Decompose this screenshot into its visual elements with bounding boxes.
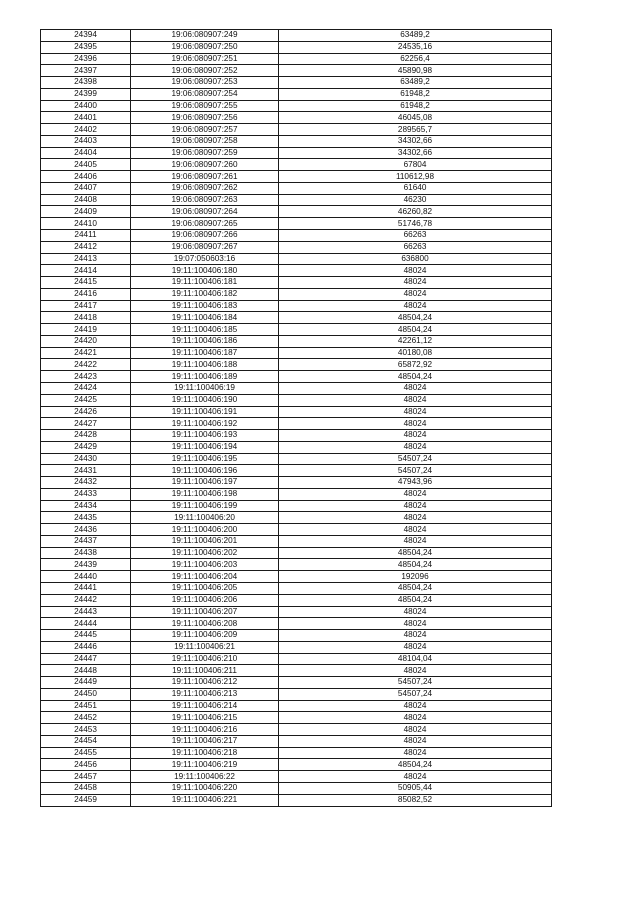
value-cell: 48024 [279, 406, 552, 418]
table-row [41, 371, 552, 383]
row-number-cell: 24420 [41, 335, 131, 347]
cadastral-number-cell: 19:11:100406:187 [131, 347, 279, 359]
cadastral-number-cell: 19:11:100406:203 [131, 559, 279, 571]
value-cell: 46260,82 [279, 206, 552, 218]
table-row [41, 712, 552, 724]
row-number-cell: 24421 [41, 347, 131, 359]
table-row [41, 206, 552, 218]
cadastral-number-cell: 19:11:100406:194 [131, 441, 279, 453]
table-row [41, 488, 552, 500]
row-number-cell: 24436 [41, 524, 131, 536]
table-row [41, 653, 552, 665]
cadastral-number-cell: 19:11:100406:200 [131, 524, 279, 536]
row-number-cell: 24422 [41, 359, 131, 371]
value-cell: 48024 [279, 382, 552, 394]
value-cell: 48504,24 [279, 547, 552, 559]
table-row [41, 53, 552, 65]
value-cell: 46045,08 [279, 112, 552, 124]
row-number-cell: 24457 [41, 771, 131, 783]
value-cell: 51746,78 [279, 218, 552, 230]
cadastral-number-cell: 19:11:100406:195 [131, 453, 279, 465]
row-number-cell: 24416 [41, 288, 131, 300]
table-row [41, 794, 552, 806]
cadastral-number-cell: 19:06:080907:259 [131, 147, 279, 159]
value-cell: 48024 [279, 747, 552, 759]
row-number-cell: 24400 [41, 100, 131, 112]
table-row [41, 559, 552, 571]
value-cell: 61640 [279, 182, 552, 194]
row-number-cell: 24434 [41, 500, 131, 512]
row-number-cell: 24444 [41, 618, 131, 630]
row-number-cell: 24423 [41, 371, 131, 383]
value-cell: 50905,44 [279, 783, 552, 795]
cadastral-number-cell: 19:11:100406:183 [131, 300, 279, 312]
value-cell: 48024 [279, 441, 552, 453]
table-row [41, 335, 552, 347]
value-cell: 192096 [279, 571, 552, 583]
cadastral-number-cell: 19:11:100406:199 [131, 500, 279, 512]
table-row [41, 382, 552, 394]
row-number-cell: 24424 [41, 382, 131, 394]
table-row [41, 41, 552, 53]
value-cell: 48024 [279, 394, 552, 406]
value-cell: 48024 [279, 735, 552, 747]
table-row [41, 783, 552, 795]
row-number-cell: 24454 [41, 735, 131, 747]
row-number-cell: 24430 [41, 453, 131, 465]
cadastral-number-cell: 19:11:100406:181 [131, 277, 279, 289]
table-row [41, 418, 552, 430]
table-row [41, 441, 552, 453]
value-cell: 47943,96 [279, 477, 552, 489]
cadastral-number-cell: 19:11:100406:217 [131, 735, 279, 747]
cadastral-number-cell: 19:06:080907:257 [131, 124, 279, 136]
value-cell: 48504,24 [279, 312, 552, 324]
row-number-cell: 24411 [41, 230, 131, 242]
value-cell: 48504,24 [279, 371, 552, 383]
value-cell: 61948,2 [279, 100, 552, 112]
cadastral-number-cell: 19:11:100406:210 [131, 653, 279, 665]
cadastral-number-cell: 19:06:080907:266 [131, 230, 279, 242]
row-number-cell: 24432 [41, 477, 131, 489]
value-cell: 48024 [279, 724, 552, 736]
value-cell: 48024 [279, 700, 552, 712]
row-number-cell: 24445 [41, 630, 131, 642]
value-cell: 67804 [279, 159, 552, 171]
cadastral-number-cell: 19:07:050603:16 [131, 253, 279, 265]
table-row [41, 230, 552, 242]
value-cell: 48024 [279, 265, 552, 277]
value-cell: 48024 [279, 606, 552, 618]
table-row [41, 194, 552, 206]
cadastral-value-table [40, 29, 552, 807]
row-number-cell: 24437 [41, 535, 131, 547]
value-cell: 289565,7 [279, 124, 552, 136]
cadastral-number-cell: 19:11:100406:204 [131, 571, 279, 583]
table-row [41, 300, 552, 312]
cadastral-number-cell: 19:11:100406:193 [131, 430, 279, 442]
value-cell: 42261,12 [279, 335, 552, 347]
table-row [41, 571, 552, 583]
value-cell: 54507,24 [279, 453, 552, 465]
cadastral-number-cell: 19:11:100406:189 [131, 371, 279, 383]
cadastral-number-cell: 19:11:100406:218 [131, 747, 279, 759]
cadastral-number-cell: 19:06:080907:264 [131, 206, 279, 218]
value-cell: 66263 [279, 230, 552, 242]
value-cell: 34302,66 [279, 135, 552, 147]
table-row [41, 124, 552, 136]
row-number-cell: 24408 [41, 194, 131, 206]
cadastral-number-cell: 19:06:080907:256 [131, 112, 279, 124]
value-cell: 40180,08 [279, 347, 552, 359]
cadastral-number-cell: 19:06:080907:249 [131, 30, 279, 42]
row-number-cell: 24455 [41, 747, 131, 759]
table-row [41, 500, 552, 512]
cadastral-number-cell: 19:06:080907:267 [131, 241, 279, 253]
row-number-cell: 24396 [41, 53, 131, 65]
row-number-cell: 24399 [41, 88, 131, 100]
table-row [41, 700, 552, 712]
row-number-cell: 24446 [41, 641, 131, 653]
cadastral-number-cell: 19:11:100406:190 [131, 394, 279, 406]
value-cell: 24535,16 [279, 41, 552, 53]
value-cell: 48024 [279, 488, 552, 500]
cadastral-number-cell: 19:11:100406:186 [131, 335, 279, 347]
row-number-cell: 24431 [41, 465, 131, 477]
value-cell: 54507,24 [279, 465, 552, 477]
value-cell: 48504,24 [279, 324, 552, 336]
table-row [41, 547, 552, 559]
cadastral-number-cell: 19:11:100406:205 [131, 582, 279, 594]
value-cell: 46230 [279, 194, 552, 206]
row-number-cell: 24395 [41, 41, 131, 53]
value-cell: 61948,2 [279, 88, 552, 100]
cadastral-number-cell: 19:11:100406:20 [131, 512, 279, 524]
value-cell: 65872,92 [279, 359, 552, 371]
row-number-cell: 24459 [41, 794, 131, 806]
value-cell: 62256,4 [279, 53, 552, 65]
value-cell: 48024 [279, 500, 552, 512]
table-row [41, 218, 552, 230]
row-number-cell: 24414 [41, 265, 131, 277]
row-number-cell: 24410 [41, 218, 131, 230]
row-number-cell: 24426 [41, 406, 131, 418]
cadastral-number-cell: 19:11:100406:206 [131, 594, 279, 606]
value-cell: 66263 [279, 241, 552, 253]
table-row [41, 406, 552, 418]
cadastral-number-cell: 19:06:080907:254 [131, 88, 279, 100]
cadastral-number-cell: 19:06:080907:252 [131, 65, 279, 77]
table-row [41, 641, 552, 653]
table-row [41, 618, 552, 630]
value-cell: 85082,52 [279, 794, 552, 806]
table-row [41, 347, 552, 359]
value-cell: 110612,98 [279, 171, 552, 183]
value-cell: 45890,98 [279, 65, 552, 77]
row-number-cell: 24429 [41, 441, 131, 453]
cadastral-number-cell: 19:11:100406:208 [131, 618, 279, 630]
table-row [41, 159, 552, 171]
cadastral-number-cell: 19:11:100406:192 [131, 418, 279, 430]
row-number-cell: 24452 [41, 712, 131, 724]
row-number-cell: 24435 [41, 512, 131, 524]
cadastral-number-cell: 19:11:100406:219 [131, 759, 279, 771]
table-row [41, 594, 552, 606]
cadastral-number-cell: 19:11:100406:213 [131, 688, 279, 700]
row-number-cell: 24456 [41, 759, 131, 771]
row-number-cell: 24413 [41, 253, 131, 265]
cadastral-number-cell: 19:11:100406:201 [131, 535, 279, 547]
cadastral-number-cell: 19:11:100406:191 [131, 406, 279, 418]
value-cell: 48024 [279, 512, 552, 524]
cadastral-number-cell: 19:06:080907:260 [131, 159, 279, 171]
row-number-cell: 24433 [41, 488, 131, 500]
cadastral-number-cell: 19:11:100406:182 [131, 288, 279, 300]
table-row [41, 77, 552, 89]
table-row [41, 171, 552, 183]
table-row [41, 677, 552, 689]
table-row [41, 512, 552, 524]
row-number-cell: 24448 [41, 665, 131, 677]
cadastral-number-cell: 19:06:080907:253 [131, 77, 279, 89]
cadastral-number-cell: 19:11:100406:188 [131, 359, 279, 371]
value-cell: 48104,04 [279, 653, 552, 665]
value-cell: 34302,66 [279, 147, 552, 159]
table-row [41, 535, 552, 547]
cadastral-number-cell: 19:11:100406:215 [131, 712, 279, 724]
table-row [41, 265, 552, 277]
table-row [41, 688, 552, 700]
value-cell: 63489,2 [279, 30, 552, 42]
table-row [41, 582, 552, 594]
table-row [41, 524, 552, 536]
row-number-cell: 24402 [41, 124, 131, 136]
table-row [41, 112, 552, 124]
table-row [41, 100, 552, 112]
row-number-cell: 24427 [41, 418, 131, 430]
value-cell: 48024 [279, 641, 552, 653]
row-number-cell: 24440 [41, 571, 131, 583]
table-row [41, 324, 552, 336]
value-cell: 48024 [279, 524, 552, 536]
row-number-cell: 24418 [41, 312, 131, 324]
table-row [41, 288, 552, 300]
cadastral-number-cell: 19:11:100406:19 [131, 382, 279, 394]
table-row [41, 630, 552, 642]
row-number-cell: 24417 [41, 300, 131, 312]
cadastral-number-cell: 19:11:100406:185 [131, 324, 279, 336]
row-number-cell: 24428 [41, 430, 131, 442]
cadastral-number-cell: 19:06:080907:262 [131, 182, 279, 194]
cadastral-number-cell: 19:06:080907:255 [131, 100, 279, 112]
row-number-cell: 24405 [41, 159, 131, 171]
table-row [41, 241, 552, 253]
value-cell: 48024 [279, 665, 552, 677]
row-number-cell: 24394 [41, 30, 131, 42]
row-number-cell: 24419 [41, 324, 131, 336]
cadastral-number-cell: 19:06:080907:250 [131, 41, 279, 53]
cadastral-number-cell: 19:11:100406:196 [131, 465, 279, 477]
cadastral-number-cell: 19:11:100406:209 [131, 630, 279, 642]
cadastral-number-cell: 19:11:100406:221 [131, 794, 279, 806]
table-row [41, 277, 552, 289]
row-number-cell: 24439 [41, 559, 131, 571]
value-cell: 48024 [279, 618, 552, 630]
table-row [41, 253, 552, 265]
row-number-cell: 24449 [41, 677, 131, 689]
row-number-cell: 24451 [41, 700, 131, 712]
cadastral-number-cell: 19:06:080907:261 [131, 171, 279, 183]
value-cell: 48504,24 [279, 759, 552, 771]
value-cell: 54507,24 [279, 677, 552, 689]
row-number-cell: 24453 [41, 724, 131, 736]
row-number-cell: 24442 [41, 594, 131, 606]
row-number-cell: 24443 [41, 606, 131, 618]
row-number-cell: 24409 [41, 206, 131, 218]
cadastral-number-cell: 19:11:100406:184 [131, 312, 279, 324]
cadastral-number-cell: 19:11:100406:198 [131, 488, 279, 500]
row-number-cell: 24397 [41, 65, 131, 77]
cadastral-number-cell: 19:11:100406:220 [131, 783, 279, 795]
cadastral-number-cell: 19:06:080907:251 [131, 53, 279, 65]
cadastral-number-cell: 19:11:100406:202 [131, 547, 279, 559]
cadastral-number-cell: 19:06:080907:258 [131, 135, 279, 147]
value-cell: 48024 [279, 630, 552, 642]
table-row [41, 771, 552, 783]
table-row [41, 724, 552, 736]
cadastral-number-cell: 19:11:100406:212 [131, 677, 279, 689]
table-row [41, 394, 552, 406]
table-row [41, 312, 552, 324]
cadastral-number-cell: 19:11:100406:21 [131, 641, 279, 653]
table-row [41, 735, 552, 747]
row-number-cell: 24458 [41, 783, 131, 795]
table-row [41, 359, 552, 371]
row-number-cell: 24406 [41, 171, 131, 183]
value-cell: 48504,24 [279, 582, 552, 594]
value-cell: 48024 [279, 288, 552, 300]
cadastral-number-cell: 19:11:100406:22 [131, 771, 279, 783]
row-number-cell: 24441 [41, 582, 131, 594]
table-row [41, 477, 552, 489]
cadastral-number-cell: 19:06:080907:265 [131, 218, 279, 230]
value-cell: 48024 [279, 712, 552, 724]
table-row [41, 88, 552, 100]
table-body [41, 30, 552, 807]
table-row [41, 453, 552, 465]
value-cell: 48024 [279, 771, 552, 783]
row-number-cell: 24412 [41, 241, 131, 253]
row-number-cell: 24407 [41, 182, 131, 194]
cadastral-number-cell: 19:11:100406:214 [131, 700, 279, 712]
table-row [41, 759, 552, 771]
cadastral-number-cell: 19:11:100406:211 [131, 665, 279, 677]
table-row [41, 30, 552, 42]
table-row [41, 65, 552, 77]
row-number-cell: 24450 [41, 688, 131, 700]
value-cell: 54507,24 [279, 688, 552, 700]
row-number-cell: 24415 [41, 277, 131, 289]
value-cell: 48024 [279, 430, 552, 442]
row-number-cell: 24401 [41, 112, 131, 124]
cadastral-number-cell: 19:11:100406:216 [131, 724, 279, 736]
value-cell: 48024 [279, 300, 552, 312]
table-row [41, 465, 552, 477]
table-row [41, 430, 552, 442]
row-number-cell: 24425 [41, 394, 131, 406]
cadastral-number-cell: 19:06:080907:263 [131, 194, 279, 206]
table-row [41, 606, 552, 618]
value-cell: 63489,2 [279, 77, 552, 89]
value-cell: 48024 [279, 535, 552, 547]
row-number-cell: 24403 [41, 135, 131, 147]
table-row [41, 182, 552, 194]
value-cell: 48024 [279, 277, 552, 289]
cadastral-number-cell: 19:11:100406:197 [131, 477, 279, 489]
row-number-cell: 24398 [41, 77, 131, 89]
value-cell: 636800 [279, 253, 552, 265]
row-number-cell: 24438 [41, 547, 131, 559]
cadastral-number-cell: 19:11:100406:180 [131, 265, 279, 277]
value-cell: 48504,24 [279, 559, 552, 571]
table-row [41, 747, 552, 759]
table-row [41, 147, 552, 159]
table-row [41, 665, 552, 677]
row-number-cell: 24447 [41, 653, 131, 665]
row-number-cell: 24404 [41, 147, 131, 159]
table-row [41, 135, 552, 147]
value-cell: 48024 [279, 418, 552, 430]
cadastral-number-cell: 19:11:100406:207 [131, 606, 279, 618]
value-cell: 48504,24 [279, 594, 552, 606]
